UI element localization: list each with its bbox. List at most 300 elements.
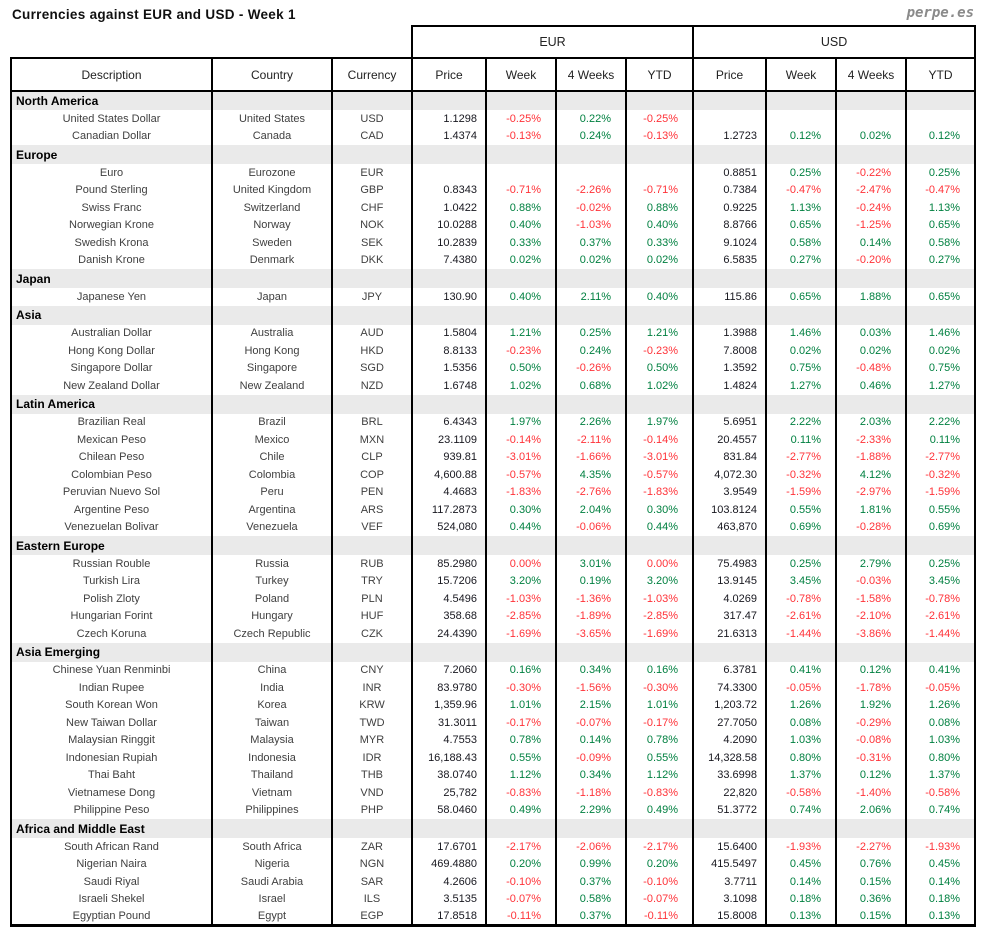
usd-4weeks-cell: -0.20% (836, 252, 906, 270)
eur-ytd-cell: -1.69% (626, 625, 693, 643)
col-header-currency: Currency (332, 58, 412, 91)
usd-ytd-cell: -1.44% (906, 625, 975, 643)
eur-4weeks-cell: -1.66% (556, 449, 626, 467)
eur-ytd-cell: 0.40% (626, 217, 693, 235)
usd-4weeks-cell: -2.10% (836, 608, 906, 626)
section-fill-cell (412, 145, 486, 164)
usd-4weeks-cell: 0.15% (836, 908, 906, 926)
usd-week-cell: 0.65% (766, 288, 836, 306)
section-fill-cell (693, 536, 766, 555)
usd-week-cell: 0.18% (766, 891, 836, 909)
usd-4weeks-cell: -0.08% (836, 732, 906, 750)
usd-ytd-cell: 0.14% (906, 873, 975, 891)
description-cell: Chilean Peso (11, 449, 212, 467)
eur-price-cell: 4,600.88 (412, 466, 486, 484)
eur-ytd-cell: 1.97% (626, 414, 693, 432)
section-fill-cell (486, 819, 556, 838)
section-row (11, 536, 975, 555)
currency-code-cell: HKD (332, 342, 412, 360)
usd-ytd-cell: 0.27% (906, 252, 975, 270)
usd-4weeks-cell: 2.79% (836, 555, 906, 573)
eur-price-cell: 3.5135 (412, 891, 486, 909)
eur-ytd-cell: -0.17% (626, 714, 693, 732)
usd-4weeks-cell: 0.03% (836, 325, 906, 343)
group-header-spacer (11, 26, 412, 58)
eur-price-cell: 4.5496 (412, 590, 486, 608)
eur-week-cell: -0.11% (486, 908, 556, 926)
usd-week-cell: 0.75% (766, 360, 836, 378)
eur-ytd-cell: 1.12% (626, 767, 693, 785)
currency-code-cell: MYR (332, 732, 412, 750)
group-header-eur: EUR (412, 26, 693, 58)
eur-week-cell: -3.01% (486, 449, 556, 467)
section-fill-cell (556, 395, 626, 414)
eur-ytd-cell: 0.50% (626, 360, 693, 378)
currency-code-cell: PLN (332, 590, 412, 608)
currency-code-cell: SAR (332, 873, 412, 891)
eur-price-cell: 1.1298 (412, 110, 486, 128)
eur-price-cell: 358.68 (412, 608, 486, 626)
country-cell: Turkey (212, 573, 332, 591)
country-cell: Thailand (212, 767, 332, 785)
usd-week-cell: 0.13% (766, 908, 836, 926)
description-cell: Euro (11, 164, 212, 182)
usd-price-cell: 3.9549 (693, 484, 766, 502)
currency-code-cell: VND (332, 784, 412, 802)
usd-4weeks-cell: -2.33% (836, 431, 906, 449)
currency-row (11, 199, 975, 217)
section-fill-cell (693, 395, 766, 414)
eur-ytd-cell: 0.40% (626, 288, 693, 306)
usd-ytd-cell: 0.69% (906, 519, 975, 537)
eur-week-cell: -0.30% (486, 679, 556, 697)
section-row (11, 145, 975, 164)
currency-row (11, 573, 975, 591)
eur-4weeks-cell: 0.02% (556, 252, 626, 270)
eur-ytd-cell: 0.20% (626, 856, 693, 874)
currency-code-cell: ZAR (332, 838, 412, 856)
usd-price-cell: 5.6951 (693, 414, 766, 432)
eur-ytd-cell: -0.07% (626, 891, 693, 909)
section-fill-cell (332, 91, 412, 110)
section-fill-cell (212, 819, 332, 838)
usd-week-cell: 1.03% (766, 732, 836, 750)
eur-4weeks-cell: -2.11% (556, 431, 626, 449)
section-title: Asia (11, 306, 212, 325)
eur-4weeks-cell: 0.37% (556, 908, 626, 926)
currency-code-cell: GBP (332, 182, 412, 200)
usd-week-cell: 0.55% (766, 501, 836, 519)
eur-4weeks-cell: -0.26% (556, 360, 626, 378)
section-fill-cell (626, 643, 693, 662)
usd-4weeks-cell: -1.78% (836, 679, 906, 697)
eur-4weeks-cell: 3.01% (556, 555, 626, 573)
usd-price-cell: 0.9225 (693, 199, 766, 217)
eur-4weeks-cell: -0.07% (556, 714, 626, 732)
country-cell: Denmark (212, 252, 332, 270)
country-cell: Canada (212, 128, 332, 146)
currency-row (11, 625, 975, 643)
usd-ytd-cell: 0.02% (906, 342, 975, 360)
eur-week-cell: -2.17% (486, 838, 556, 856)
eur-ytd-cell: 0.30% (626, 501, 693, 519)
currency-code-cell: INR (332, 679, 412, 697)
description-cell: Israeli Shekel (11, 891, 212, 909)
eur-4weeks-cell: 0.99% (556, 856, 626, 874)
eur-ytd-cell: 0.33% (626, 234, 693, 252)
country-cell: Colombia (212, 466, 332, 484)
section-row (11, 395, 975, 414)
usd-week-cell: -0.78% (766, 590, 836, 608)
currency-code-cell: VEF (332, 519, 412, 537)
section-title: Japan (11, 269, 212, 288)
eur-4weeks-cell: 0.14% (556, 732, 626, 750)
section-fill-cell (212, 269, 332, 288)
currency-code-cell: CZK (332, 625, 412, 643)
section-fill-cell (906, 269, 975, 288)
section-fill-cell (766, 395, 836, 414)
usd-ytd-cell: 0.74% (906, 802, 975, 820)
section-fill-cell (556, 269, 626, 288)
usd-4weeks-cell: 0.12% (836, 767, 906, 785)
usd-ytd-cell: -0.05% (906, 679, 975, 697)
description-cell: Polish Zloty (11, 590, 212, 608)
eur-week-cell: -0.14% (486, 431, 556, 449)
country-cell: India (212, 679, 332, 697)
currency-table (10, 25, 976, 927)
usd-ytd-cell: -1.59% (906, 484, 975, 502)
currency-code-cell: ARS (332, 501, 412, 519)
currency-code-cell: NGN (332, 856, 412, 874)
country-cell: Mexico (212, 431, 332, 449)
eur-week-cell: -0.13% (486, 128, 556, 146)
section-fill-cell (836, 395, 906, 414)
eur-4weeks-cell: -2.26% (556, 182, 626, 200)
usd-ytd-cell: 1.37% (906, 767, 975, 785)
usd-week-cell: 0.69% (766, 519, 836, 537)
country-cell: Poland (212, 590, 332, 608)
section-fill-cell (836, 536, 906, 555)
usd-4weeks-cell: 0.14% (836, 234, 906, 252)
eur-price-cell: 469.4880 (412, 856, 486, 874)
section-fill-cell (766, 536, 836, 555)
usd-ytd-cell: 0.11% (906, 431, 975, 449)
country-cell: Taiwan (212, 714, 332, 732)
eur-4weeks-cell: 4.35% (556, 466, 626, 484)
currency-code-cell: BRL (332, 414, 412, 432)
usd-week-cell: 0.58% (766, 234, 836, 252)
currency-row (11, 590, 975, 608)
section-fill-cell (836, 306, 906, 325)
usd-ytd-cell: 3.45% (906, 573, 975, 591)
eur-4weeks-cell: 0.24% (556, 128, 626, 146)
group-header-row (11, 26, 975, 58)
usd-week-cell: 0.02% (766, 342, 836, 360)
usd-week-cell: 1.46% (766, 325, 836, 343)
eur-price-cell: 6.4343 (412, 414, 486, 432)
usd-week-cell: -1.93% (766, 838, 836, 856)
eur-4weeks-cell: 0.58% (556, 891, 626, 909)
eur-ytd-cell (626, 164, 693, 182)
section-fill-cell (626, 145, 693, 164)
usd-week-cell: 2.22% (766, 414, 836, 432)
usd-price-cell: 4,072.30 (693, 466, 766, 484)
eur-4weeks-cell: 0.68% (556, 377, 626, 395)
currency-row (11, 714, 975, 732)
description-cell: Canadian Dollar (11, 128, 212, 146)
usd-week-cell: 0.74% (766, 802, 836, 820)
eur-price-cell: 38.0740 (412, 767, 486, 785)
eur-ytd-cell: -3.01% (626, 449, 693, 467)
eur-price-cell: 117.2873 (412, 501, 486, 519)
eur-4weeks-cell: 2.15% (556, 697, 626, 715)
currency-code-cell: HUF (332, 608, 412, 626)
usd-price-cell: 22,820 (693, 784, 766, 802)
col-header-description: Description (11, 58, 212, 91)
eur-ytd-cell: -1.83% (626, 484, 693, 502)
description-cell: New Zealand Dollar (11, 377, 212, 395)
usd-4weeks-cell: 2.06% (836, 802, 906, 820)
section-fill-cell (332, 536, 412, 555)
brand-link[interactable]: perpe.es (906, 5, 974, 21)
description-cell: Brazilian Real (11, 414, 212, 432)
usd-price-cell: 463,870 (693, 519, 766, 537)
eur-price-cell: 1,359.96 (412, 697, 486, 715)
usd-ytd-cell: -1.93% (906, 838, 975, 856)
description-cell: Swiss Franc (11, 199, 212, 217)
currency-code-cell: RUB (332, 555, 412, 573)
usd-ytd-cell: 0.25% (906, 164, 975, 182)
usd-price-cell: 9.1024 (693, 234, 766, 252)
section-fill-cell (626, 395, 693, 414)
usd-price-cell: 7.8008 (693, 342, 766, 360)
currency-row (11, 608, 975, 626)
section-fill-cell (626, 536, 693, 555)
section-fill-cell (212, 306, 332, 325)
eur-week-cell: -0.83% (486, 784, 556, 802)
currency-code-cell: TWD (332, 714, 412, 732)
section-row (11, 269, 975, 288)
description-cell: Thai Baht (11, 767, 212, 785)
eur-week-cell: 1.12% (486, 767, 556, 785)
eur-price-cell: 31.3011 (412, 714, 486, 732)
currency-row (11, 234, 975, 252)
usd-4weeks-cell: -0.28% (836, 519, 906, 537)
description-cell: Vietnamese Dong (11, 784, 212, 802)
column-header-row (11, 58, 975, 91)
eur-4weeks-cell: 0.22% (556, 110, 626, 128)
usd-4weeks-cell: -1.88% (836, 449, 906, 467)
eur-week-cell: 0.44% (486, 519, 556, 537)
eur-price-cell: 7.2060 (412, 662, 486, 680)
eur-4weeks-cell: -1.89% (556, 608, 626, 626)
country-cell: Saudi Arabia (212, 873, 332, 891)
eur-price-cell: 10.0288 (412, 217, 486, 235)
section-fill-cell (412, 643, 486, 662)
usd-ytd-cell: 0.55% (906, 501, 975, 519)
eur-ytd-cell: -0.11% (626, 908, 693, 926)
usd-week-cell: 0.65% (766, 217, 836, 235)
usd-ytd-cell: -2.61% (906, 608, 975, 626)
eur-price-cell: 1.5804 (412, 325, 486, 343)
usd-ytd-cell: 0.18% (906, 891, 975, 909)
description-cell: Chinese Yuan Renminbi (11, 662, 212, 680)
country-cell: United Kingdom (212, 182, 332, 200)
eur-week-cell: -0.07% (486, 891, 556, 909)
currency-code-cell: ILS (332, 891, 412, 909)
usd-4weeks-cell: 0.02% (836, 342, 906, 360)
usd-price-cell: 14,328.58 (693, 749, 766, 767)
currency-code-cell: DKK (332, 252, 412, 270)
eur-price-cell: 25,782 (412, 784, 486, 802)
section-fill-cell (486, 395, 556, 414)
usd-price-cell: 6.5835 (693, 252, 766, 270)
description-cell: United States Dollar (11, 110, 212, 128)
usd-4weeks-cell: 0.15% (836, 873, 906, 891)
section-row (11, 91, 975, 110)
usd-price-cell: 6.3781 (693, 662, 766, 680)
eur-4weeks-cell: -0.06% (556, 519, 626, 537)
section-fill-cell (836, 643, 906, 662)
section-fill-cell (486, 306, 556, 325)
currency-row (11, 414, 975, 432)
description-cell: Argentine Peso (11, 501, 212, 519)
description-cell: Russian Rouble (11, 555, 212, 573)
description-cell: Australian Dollar (11, 325, 212, 343)
usd-4weeks-cell: 1.81% (836, 501, 906, 519)
eur-week-cell: 0.20% (486, 856, 556, 874)
eur-4weeks-cell (556, 164, 626, 182)
section-fill-cell (332, 145, 412, 164)
usd-ytd-cell: 1.26% (906, 697, 975, 715)
usd-week-cell: -0.47% (766, 182, 836, 200)
usd-ytd-cell: 0.13% (906, 908, 975, 926)
currency-row (11, 342, 975, 360)
eur-4weeks-cell: 2.11% (556, 288, 626, 306)
country-cell: Nigeria (212, 856, 332, 874)
usd-week-cell: 0.41% (766, 662, 836, 680)
col-header-eur-4weeks: 4 Weeks (556, 58, 626, 91)
currency-row (11, 128, 975, 146)
country-cell: Israel (212, 891, 332, 909)
eur-week-cell: -0.25% (486, 110, 556, 128)
eur-4weeks-cell: 2.26% (556, 414, 626, 432)
group-header-usd: USD (693, 26, 975, 58)
section-fill-cell (766, 145, 836, 164)
usd-price-cell: 1.3988 (693, 325, 766, 343)
description-cell: New Taiwan Dollar (11, 714, 212, 732)
eur-4weeks-cell: 0.34% (556, 767, 626, 785)
usd-ytd-cell: -2.77% (906, 449, 975, 467)
col-header-eur-week: Week (486, 58, 556, 91)
usd-price-cell: 13.9145 (693, 573, 766, 591)
eur-week-cell (486, 164, 556, 182)
section-fill-cell (693, 306, 766, 325)
currency-row (11, 110, 975, 128)
usd-week-cell: -2.77% (766, 449, 836, 467)
description-cell: Danish Krone (11, 252, 212, 270)
eur-4weeks-cell: 2.29% (556, 802, 626, 820)
usd-ytd-cell: -0.78% (906, 590, 975, 608)
section-fill-cell (766, 643, 836, 662)
usd-price-cell: 15.8008 (693, 908, 766, 926)
currency-row (11, 732, 975, 750)
eur-4weeks-cell: -0.09% (556, 749, 626, 767)
section-fill-cell (332, 269, 412, 288)
section-fill-cell (766, 91, 836, 110)
country-cell: Argentina (212, 501, 332, 519)
usd-4weeks-cell: 0.76% (836, 856, 906, 874)
section-fill-cell (766, 269, 836, 288)
usd-4weeks-cell: -2.27% (836, 838, 906, 856)
eur-week-cell: -1.69% (486, 625, 556, 643)
eur-ytd-cell: -0.83% (626, 784, 693, 802)
eur-week-cell: 0.40% (486, 217, 556, 235)
currency-code-cell: USD (332, 110, 412, 128)
eur-ytd-cell: -0.57% (626, 466, 693, 484)
usd-ytd-cell: 0.58% (906, 234, 975, 252)
usd-week-cell: 1.13% (766, 199, 836, 217)
currency-code-cell: EGP (332, 908, 412, 926)
usd-ytd-cell: 1.13% (906, 199, 975, 217)
usd-price-cell: 75.4983 (693, 555, 766, 573)
description-cell: Egyptian Pound (11, 908, 212, 926)
section-fill-cell (693, 269, 766, 288)
eur-4weeks-cell: 0.37% (556, 234, 626, 252)
currency-row (11, 182, 975, 200)
usd-price-cell: 1.4824 (693, 377, 766, 395)
section-fill-cell (836, 145, 906, 164)
section-fill-cell (693, 643, 766, 662)
description-cell: Turkish Lira (11, 573, 212, 591)
currency-code-cell: NZD (332, 377, 412, 395)
section-row (11, 306, 975, 325)
country-cell: Norway (212, 217, 332, 235)
usd-price-cell: 51.3772 (693, 802, 766, 820)
currency-code-cell: CLP (332, 449, 412, 467)
currency-row (11, 767, 975, 785)
currency-row (11, 555, 975, 573)
eur-week-cell: 0.55% (486, 749, 556, 767)
eur-ytd-cell: 0.44% (626, 519, 693, 537)
usd-price-cell: 1.3592 (693, 360, 766, 378)
currency-code-cell: THB (332, 767, 412, 785)
description-cell: Norwegian Krone (11, 217, 212, 235)
currency-code-cell: COP (332, 466, 412, 484)
usd-price-cell: 415.5497 (693, 856, 766, 874)
currency-row (11, 377, 975, 395)
eur-price-cell: 8.8133 (412, 342, 486, 360)
currency-code-cell: CHF (332, 199, 412, 217)
usd-4weeks-cell: -0.24% (836, 199, 906, 217)
usd-price-cell: 4.0269 (693, 590, 766, 608)
section-fill-cell (556, 643, 626, 662)
eur-price-cell: 4.2606 (412, 873, 486, 891)
country-cell: Indonesia (212, 749, 332, 767)
eur-price-cell: 16,188.43 (412, 749, 486, 767)
usd-ytd-cell: 0.45% (906, 856, 975, 874)
country-cell: Venezuela (212, 519, 332, 537)
country-cell: Russia (212, 555, 332, 573)
usd-week-cell: 3.45% (766, 573, 836, 591)
description-cell: Colombian Peso (11, 466, 212, 484)
eur-ytd-cell: 3.20% (626, 573, 693, 591)
section-fill-cell (626, 306, 693, 325)
eur-price-cell: 10.2839 (412, 234, 486, 252)
description-cell: Singapore Dollar (11, 360, 212, 378)
description-cell: Malaysian Ringgit (11, 732, 212, 750)
eur-4weeks-cell: 0.19% (556, 573, 626, 591)
